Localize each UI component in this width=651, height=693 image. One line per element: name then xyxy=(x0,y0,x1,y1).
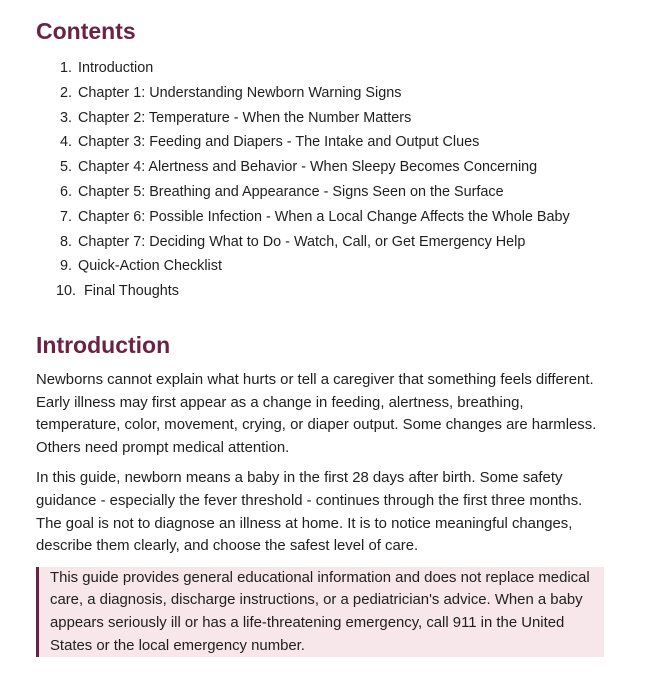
introduction-heading: Introduction xyxy=(36,331,171,358)
toc-item-number: 8. xyxy=(59,233,72,250)
table-of-contents xyxy=(36,56,611,304)
toc-item[interactable] xyxy=(36,254,611,279)
intro-paragraph: Newborns cannot explain what hurts or tell a caregiver that something feels different. Early illness may first appear as a change in feeding, alertness, breathing, temperature, color, movement, crying, or diaper output. Some changes are harmless. Others need prompt medical attention. xyxy=(36,371,597,456)
toc-item[interactable] xyxy=(36,180,611,205)
toc-item-number: 1. xyxy=(59,60,72,76)
toc-item-number: 10. xyxy=(55,283,76,300)
toc-item-number: 4. xyxy=(59,134,72,151)
toc-item-label: Chapter 2: Temperature - When the Number Matters xyxy=(78,109,412,126)
toc-item[interactable] xyxy=(36,106,611,131)
toc-item-number: 2. xyxy=(59,84,72,101)
toc-item-label: Chapter 3: Feeding and Diapers - The Intake and Output Clues xyxy=(78,134,480,151)
toc-item[interactable] xyxy=(36,205,611,230)
toc-item[interactable] xyxy=(36,279,611,304)
disclaimer-text: This guide provides general educational information and does not replace medical care, a diagnosis, discharge instructions, or a pediatrician's advice. When a baby appears seriously ill or has a life-threatening emergency, call 911 in the United States or the local emergency number. xyxy=(50,569,590,654)
toc-item-number: 3. xyxy=(59,109,72,126)
intro-paragraph: In this guide, newborn means a baby in the first 28 days after birth. Some safety guidance - especially the fever threshold - continues through the first three months. The goal is not to diagnose an illness at home. It is to notice meaningful changes, describe them clearly, and choose the safest level of care. xyxy=(36,470,583,555)
toc-item-number: 6. xyxy=(59,183,72,200)
toc-item-label: Chapter 4: Alertness and Behavior - When Sleepy Becomes Concerning xyxy=(78,159,538,176)
toc-item-number: 7. xyxy=(59,208,72,225)
toc-item-number: 5. xyxy=(59,159,72,176)
toc-item[interactable] xyxy=(36,155,611,180)
toc-item[interactable] xyxy=(36,56,611,81)
toc-item-label: Introduction xyxy=(78,60,154,76)
toc-item-number: 9. xyxy=(59,258,72,275)
toc-item[interactable] xyxy=(36,230,611,255)
toc-item-label: Quick-Action Checklist xyxy=(78,258,222,275)
toc-item[interactable] xyxy=(36,81,611,106)
toc-item-label: Chapter 7: Deciding What to Do - Watch, Call, or Get Emergency Help xyxy=(78,233,526,250)
toc-item-label: Final Thoughts xyxy=(84,283,179,300)
toc-item-label: Chapter 6: Possible Infection - When a Local Change Affects the Whole Baby xyxy=(78,208,570,225)
disclaimer-callout xyxy=(36,567,604,657)
toc-item-label: Chapter 1: Understanding Newborn Warning Signs xyxy=(78,84,402,101)
contents-heading: Contents xyxy=(36,18,136,44)
toc-item[interactable] xyxy=(36,130,611,155)
toc-item-label: Chapter 5: Breathing and Appearance - Signs Seen on the Surface xyxy=(78,183,504,200)
